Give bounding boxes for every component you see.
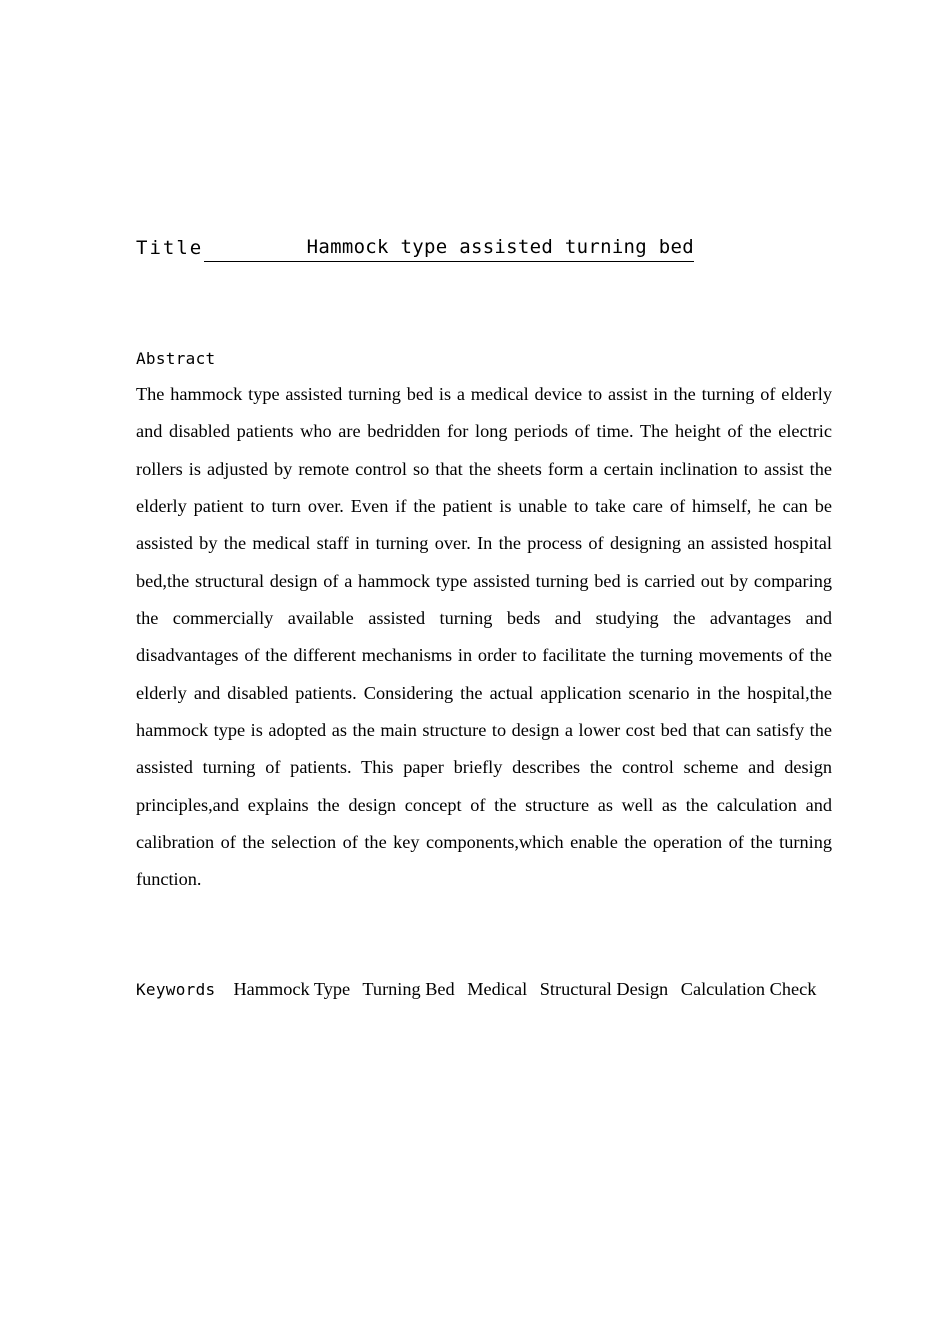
keyword: Medical [467, 979, 528, 999]
abstract-body: The hammock type assisted turning bed is a medical device to assist in the turning of elderly and disabled patients who are bedridden for long periods of time. The height of the electric rollers is adjusted by remote control so that the sheets form a certain inclination to assist the elderly patient to turn over. Even if the patient is unable to take care of himself, he can be assisted by the medical staff in turning over. In the process of designing an assisted hospital bed,the structural design of a hammock type assisted turning bed is carried out by comparing the commercially available assisted turning beds and studying the advantages and disadvantages of the different mechanisms in order to facilitate the turning movements of the elderly and disabled patients. Considering the actual application scenario in the hospital,the hammock type is adopted as the main structure to design a lower cost bed that can satisfy the assisted turning of patients. This paper briefly describes the control scheme and design principles,and explains the design concept of the structure as well as the calculation and calibration of the selection of the key components,which enable the operation of the turning function. [136, 384, 832, 890]
keyword: Structural Design [539, 979, 669, 999]
keywords-row [136, 976, 836, 1002]
keyword: Calculation Check [680, 979, 817, 999]
keywords-list [233, 979, 816, 999]
abstract-heading: Abstract [136, 349, 216, 368]
keyword: Hammock Type [233, 979, 351, 999]
keyword: Turning Bed [362, 979, 455, 999]
title-row [136, 234, 836, 264]
paper-title: Hammock type assisted turning bed [204, 234, 694, 262]
keywords-label: Keywords [136, 980, 216, 999]
title-label: Title [136, 237, 204, 259]
